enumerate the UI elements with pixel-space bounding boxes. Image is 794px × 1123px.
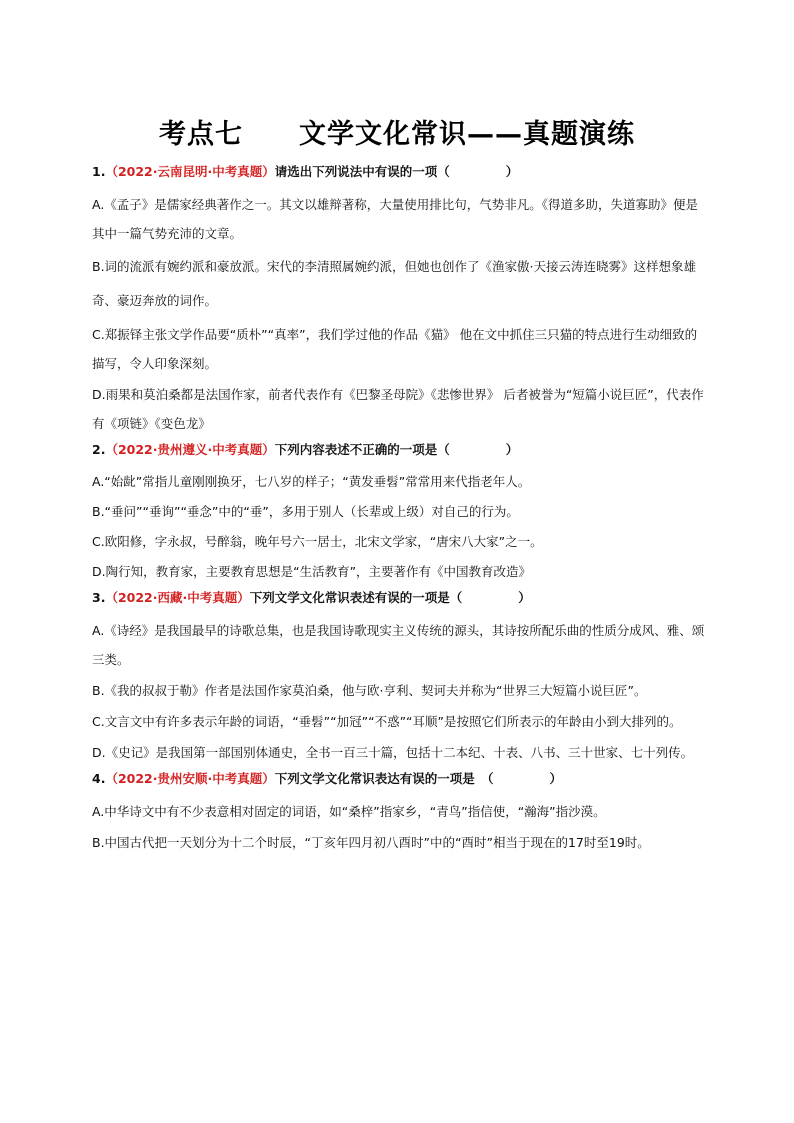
question-2-stem [92,440,708,460]
question-4-stem [92,769,708,789]
question-text: 请选出下列说法中有误的一项（ [274,164,450,179]
answer-close: ） [549,771,563,786]
option-b: B.词的流派有婉约派和豪放派。宋代的李清照属婉约派，但她也创作了《渔家傲·天接云涛连晓雾》这样想象雄奇、豪迈奔放的词作。 [92,259,697,308]
question-list [92,162,708,859]
question-4 [92,769,708,857]
option-d: D.陶行知，教育家，主要教育思想是“生活教育”，主要著作有《中国教育改造》 [92,564,532,579]
question-2 [92,440,708,586]
option-a: A.《孟子》是儒家经典著作之一。其文以雄辩著称，大量使用排比句，气势非凡。《得道多助，失道寡助》便是其中一篇气势充沛的文章。 [92,197,699,241]
question-source: （2022·贵州遵义·中考真题） [105,442,275,457]
question-source: （2022·贵州安顺·中考真题） [105,771,275,786]
question-text: 下列文学文化常识表达有误的一项是 （ [274,771,494,786]
option-c: C.欧阳修，字永叔，号醉翁，晚年号六一居士，北宋文学家，“唐宋八大家”之一。 [92,534,543,549]
option-c: C.文言文中有许多表示年龄的词语，“垂髫”“加冠”“不惑”“耳顺”是按照它们所表示的年龄由小到大排列的。 [92,714,682,729]
question-3-stem [92,588,708,608]
answer-close: ） [505,164,519,179]
option-a: A.中华诗文中有不少表意相对固定的词语，如“桑梓”指家乡，“青鸟”指信使，“瀚海”指沙漠。 [92,804,606,819]
question-number: 1. [92,164,106,179]
answer-close: ） [505,442,519,457]
option-b: B.《我的叔叔于勒》作者是法国作家莫泊桑，他与欧·亨利、契诃夫并称为“世界三大短篇小说巨匠”。 [92,683,647,698]
option-d: D.《史记》是我国第一部国别体通史，全书一百三十篇，包括十二本纪、十表、八书、三十世家、七十列传。 [92,745,694,760]
option-b: B.“垂问”“垂询”“垂念”中的“垂”，多用于别人（长辈或上级）对自己的行为。 [92,504,519,519]
option-d: D.雨果和莫泊桑都是法国作家，前者代表作有《巴黎圣母院》《悲惨世界》 后者被誉为“短篇小说巨匠”，代表作有《项链》《变色龙》 [92,387,704,431]
page-title: 考点七 文学文化常识——真题演练 [159,119,635,150]
question-1-stem [92,162,708,182]
question-number: 3. [92,590,106,605]
question-1 [92,162,708,438]
option-c: C.郑振铎主张文学作品要“质朴”“真率”，我们学过他的作品《猫》 他在文中抓住三只猫的特点进行生动细致的描写，令人印象深刻。 [92,327,698,371]
question-text: 下列内容表述不正确的一项是（ [274,442,450,457]
question-source: （2022·云南昆明·中考真题） [105,164,275,179]
question-number: 2. [92,442,106,457]
option-b: B.中国古代把一天划分为十二个时辰，“丁亥年四月初八酉时”中的“酉时”相当于现在的17时至19时。 [92,835,650,850]
question-source: （2022·西藏·中考真题） [105,590,250,605]
question-3 [92,588,708,767]
answer-close: ） [518,590,531,605]
option-a: A.“始龀”常指儿童刚刚换牙，七八岁的样子；“黄发垂髫”常常用来代指老年人。 [92,474,531,489]
question-number: 4. [92,771,106,786]
option-a: A.《诗经》是我国最早的诗歌总集，也是我国诗歌现实主义传统的源头，其诗按所配乐曲的性质分成风、雅、颂三类。 [92,623,705,667]
question-text: 下列文学文化常识表述有误的一项是（ [249,590,463,605]
